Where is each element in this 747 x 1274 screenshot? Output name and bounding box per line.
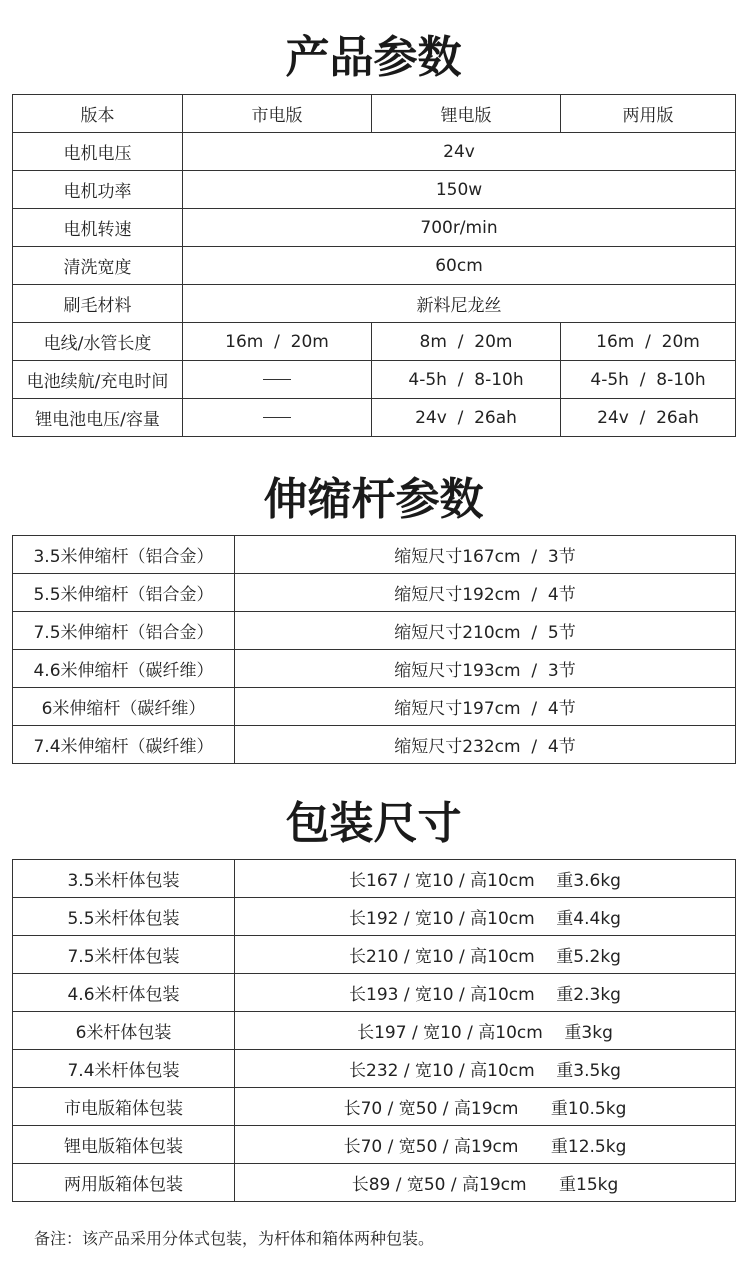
dual-value: 24v / 26ah [561, 399, 736, 437]
table-row [13, 536, 736, 574]
row-label: 5.5米杆体包装 [13, 898, 235, 936]
mains-value-empty [183, 361, 372, 399]
footnote: 备注：该产品采用分体式包装，为杆体和箱体两种包装。 [34, 1229, 435, 1248]
row-value: 60cm [183, 247, 736, 285]
table-row [13, 726, 736, 764]
table-row [13, 974, 736, 1012]
table-row [13, 574, 736, 612]
table-row [13, 650, 736, 688]
row-label: 4.6米伸缩杆（碳纤维） [13, 650, 235, 688]
row-value: 缩短尺寸167cm / 3节 [235, 536, 736, 574]
package-size-table [12, 859, 736, 1202]
product-params-title: 产品参数 [285, 32, 462, 83]
table-row [13, 285, 736, 323]
table-row [13, 209, 736, 247]
pole-params-title: 伸缩杆参数 [263, 474, 484, 525]
row-value: 长192 / 宽10 / 高10cm 重4.4kg [235, 898, 736, 936]
table-row [13, 1164, 736, 1202]
row-label: 6米杆体包装 [13, 1012, 235, 1050]
row-value: 缩短尺寸232cm / 4节 [235, 726, 736, 764]
row-value: 150w [183, 171, 736, 209]
package-size-title: 包装尺寸 [285, 798, 462, 849]
row-label: 电机功率 [13, 171, 183, 209]
dual-value: 4-5h / 8-10h [561, 361, 736, 399]
row-value: 长232 / 宽10 / 高10cm 重3.5kg [235, 1050, 736, 1088]
row-label: 电机电压 [13, 133, 183, 171]
row-value: 缩短尺寸210cm / 5节 [235, 612, 736, 650]
table-row [13, 1126, 736, 1164]
table-row [13, 936, 736, 974]
mains-value-empty [183, 399, 372, 437]
row-label: 电线/水管长度 [13, 323, 183, 361]
lithium-value: 24v / 26ah [372, 399, 561, 437]
row-label: 7.5米杆体包装 [13, 936, 235, 974]
table-row [13, 247, 736, 285]
row-label: 3.5米伸缩杆（铝合金） [13, 536, 235, 574]
row-label: 5.5米伸缩杆（铝合金） [13, 574, 235, 612]
table-header-row [13, 95, 736, 133]
table-row [13, 133, 736, 171]
table-row [13, 1012, 736, 1050]
header-mains: 市电版 [183, 95, 372, 133]
row-value: 缩短尺寸197cm / 4节 [235, 688, 736, 726]
table-row [13, 399, 736, 437]
row-label: 3.5米杆体包装 [13, 860, 235, 898]
row-value: 24v [183, 133, 736, 171]
lithium-value: 4-5h / 8-10h [372, 361, 561, 399]
row-label: 市电版箱体包装 [13, 1088, 235, 1126]
table-row [13, 1050, 736, 1088]
row-label: 电机转速 [13, 209, 183, 247]
table-row [13, 688, 736, 726]
pole-params-table [12, 535, 736, 764]
row-value: 长70 / 宽50 / 高19cm 重12.5kg [235, 1126, 736, 1164]
lithium-value: 8m / 20m [372, 323, 561, 361]
row-value: 缩短尺寸192cm / 4节 [235, 574, 736, 612]
header-dual: 两用版 [561, 95, 736, 133]
row-label: 清洗宽度 [13, 247, 183, 285]
header-lithium: 锂电版 [372, 95, 561, 133]
dash-icon [263, 417, 291, 418]
row-value: 长89 / 宽50 / 高19cm 重15kg [235, 1164, 736, 1202]
row-label: 电池续航/充电时间 [13, 361, 183, 399]
row-label: 4.6米杆体包装 [13, 974, 235, 1012]
table-row [13, 323, 736, 361]
dual-value: 16m / 20m [561, 323, 736, 361]
table-row [13, 361, 736, 399]
product-params-table [12, 94, 736, 437]
table-row [13, 860, 736, 898]
table-row [13, 1088, 736, 1126]
table-row [13, 612, 736, 650]
table-row [13, 898, 736, 936]
row-value: 700r/min [183, 209, 736, 247]
row-value: 长193 / 宽10 / 高10cm 重2.3kg [235, 974, 736, 1012]
row-value: 长70 / 宽50 / 高19cm 重10.5kg [235, 1088, 736, 1126]
row-label: 两用版箱体包装 [13, 1164, 235, 1202]
row-label: 锂电版箱体包装 [13, 1126, 235, 1164]
row-label: 锂电池电压/容量 [13, 399, 183, 437]
row-value: 长197 / 宽10 / 高10cm 重3kg [235, 1012, 736, 1050]
row-value: 新料尼龙丝 [183, 285, 736, 323]
row-label: 6米伸缩杆（碳纤维） [13, 688, 235, 726]
row-value: 长210 / 宽10 / 高10cm 重5.2kg [235, 936, 736, 974]
dash-icon [263, 379, 291, 380]
row-value: 缩短尺寸193cm / 3节 [235, 650, 736, 688]
row-label: 刷毛材料 [13, 285, 183, 323]
mains-value: 16m / 20m [183, 323, 372, 361]
row-label: 7.4米伸缩杆（碳纤维） [13, 726, 235, 764]
header-version: 版本 [13, 95, 183, 133]
table-row [13, 171, 736, 209]
row-label: 7.4米杆体包装 [13, 1050, 235, 1088]
row-value: 长167 / 宽10 / 高10cm 重3.6kg [235, 860, 736, 898]
row-label: 7.5米伸缩杆（铝合金） [13, 612, 235, 650]
